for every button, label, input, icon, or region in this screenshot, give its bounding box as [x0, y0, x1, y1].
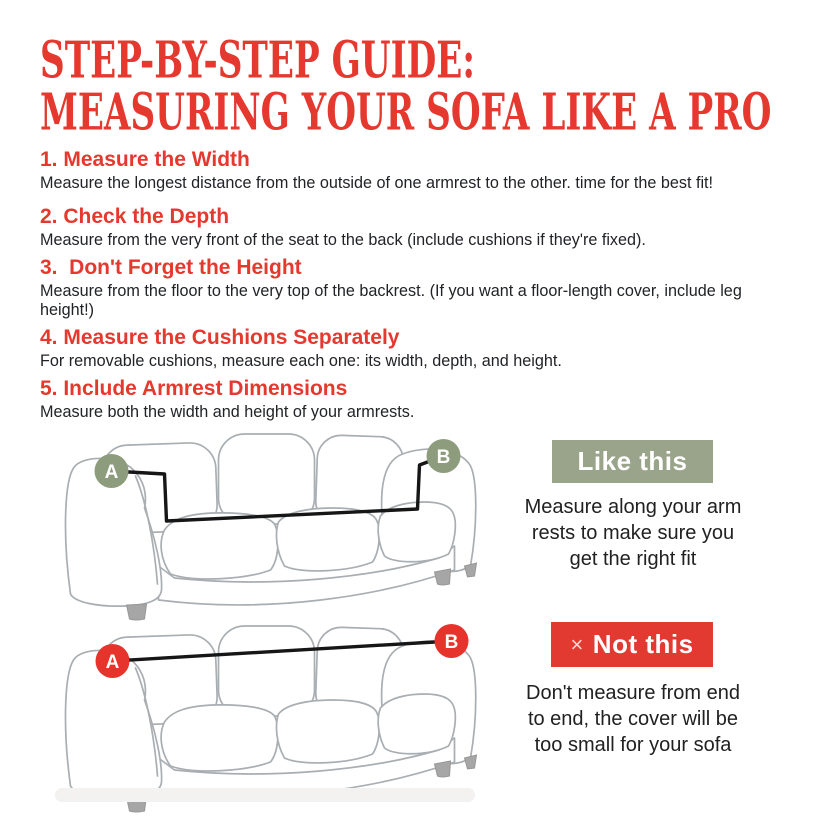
sofa-incorrect-illustration [38, 610, 523, 815]
svg-text:A: A [105, 652, 120, 673]
caption-line: too small for your sofa [534, 734, 732, 756]
step-3-body: Measure from the floor to the very top of the backrest. (If you want a floor-length cover, include leg height!) [40, 282, 742, 319]
step-2 [40, 206, 800, 250]
step-2-heading: 2. Check the Depth [40, 205, 230, 228]
seat-cushion-left [161, 513, 278, 579]
step-3-heading: 3. Don't Forget the Height [40, 256, 302, 279]
caption-line: Measure along your arm [524, 496, 742, 518]
step-5-body: Measure both the width and height of your armrests. [40, 403, 415, 421]
step-3 [40, 257, 800, 320]
marker-b [427, 439, 461, 473]
seat-cushion-middle [277, 700, 380, 763]
page-title-line-2: MEASURING YOUR SOFA LIKE A PRO [40, 82, 772, 142]
caption-line: to end, the cover will be [527, 708, 739, 730]
svg-text:B: B [444, 632, 459, 653]
marker-a [96, 644, 130, 678]
page-title [40, 30, 823, 142]
sofa-leg [435, 569, 451, 585]
caption-line: get the right fit [569, 548, 697, 570]
seat-cushion-middle [277, 508, 380, 571]
step-4-heading: 4. Measure the Cushions Separately [40, 326, 400, 349]
marker-a [95, 454, 129, 488]
cross-icon: × [570, 631, 584, 657]
sofa-leg [435, 761, 451, 777]
sofa-correct-illustration [38, 418, 523, 623]
sofa-leg [465, 755, 477, 769]
like-this-badge-label: Like this [577, 446, 688, 476]
step-5 [40, 378, 800, 422]
seat-cushion-right [378, 694, 455, 754]
svg-text:A: A [104, 462, 119, 483]
step-2-body: Measure from the very front of the seat to the back (include cushions if they're fixed). [40, 231, 646, 249]
not-this-badge [551, 622, 713, 667]
like-this-caption [508, 494, 758, 572]
floor-shadow [55, 788, 475, 802]
step-1-body: Measure the longest distance from the outside of one armrest to the other. time for the best fit! [40, 174, 714, 192]
step-1 [40, 149, 800, 193]
caption-line: rests to make sure you [531, 522, 735, 544]
not-this-badge-label: Not this [592, 629, 694, 659]
step-4-body: For removable cushions, measure each one: its width, depth, and height. [40, 352, 562, 370]
seat-cushion-left [161, 705, 278, 771]
svg-text:B: B [436, 447, 451, 468]
step-4 [40, 327, 800, 371]
page-title-line-1: STEP-BY-STEP GUIDE: [40, 30, 475, 90]
caption-line: Don't measure from end [526, 682, 740, 704]
step-5-heading: 5. Include Armrest Dimensions [40, 377, 348, 400]
like-this-badge [552, 440, 713, 483]
steps-list [40, 149, 800, 429]
not-this-caption [505, 680, 761, 758]
sofa-leg [465, 563, 477, 577]
step-1-heading: 1. Measure the Width [40, 148, 250, 171]
marker-b [435, 624, 469, 658]
